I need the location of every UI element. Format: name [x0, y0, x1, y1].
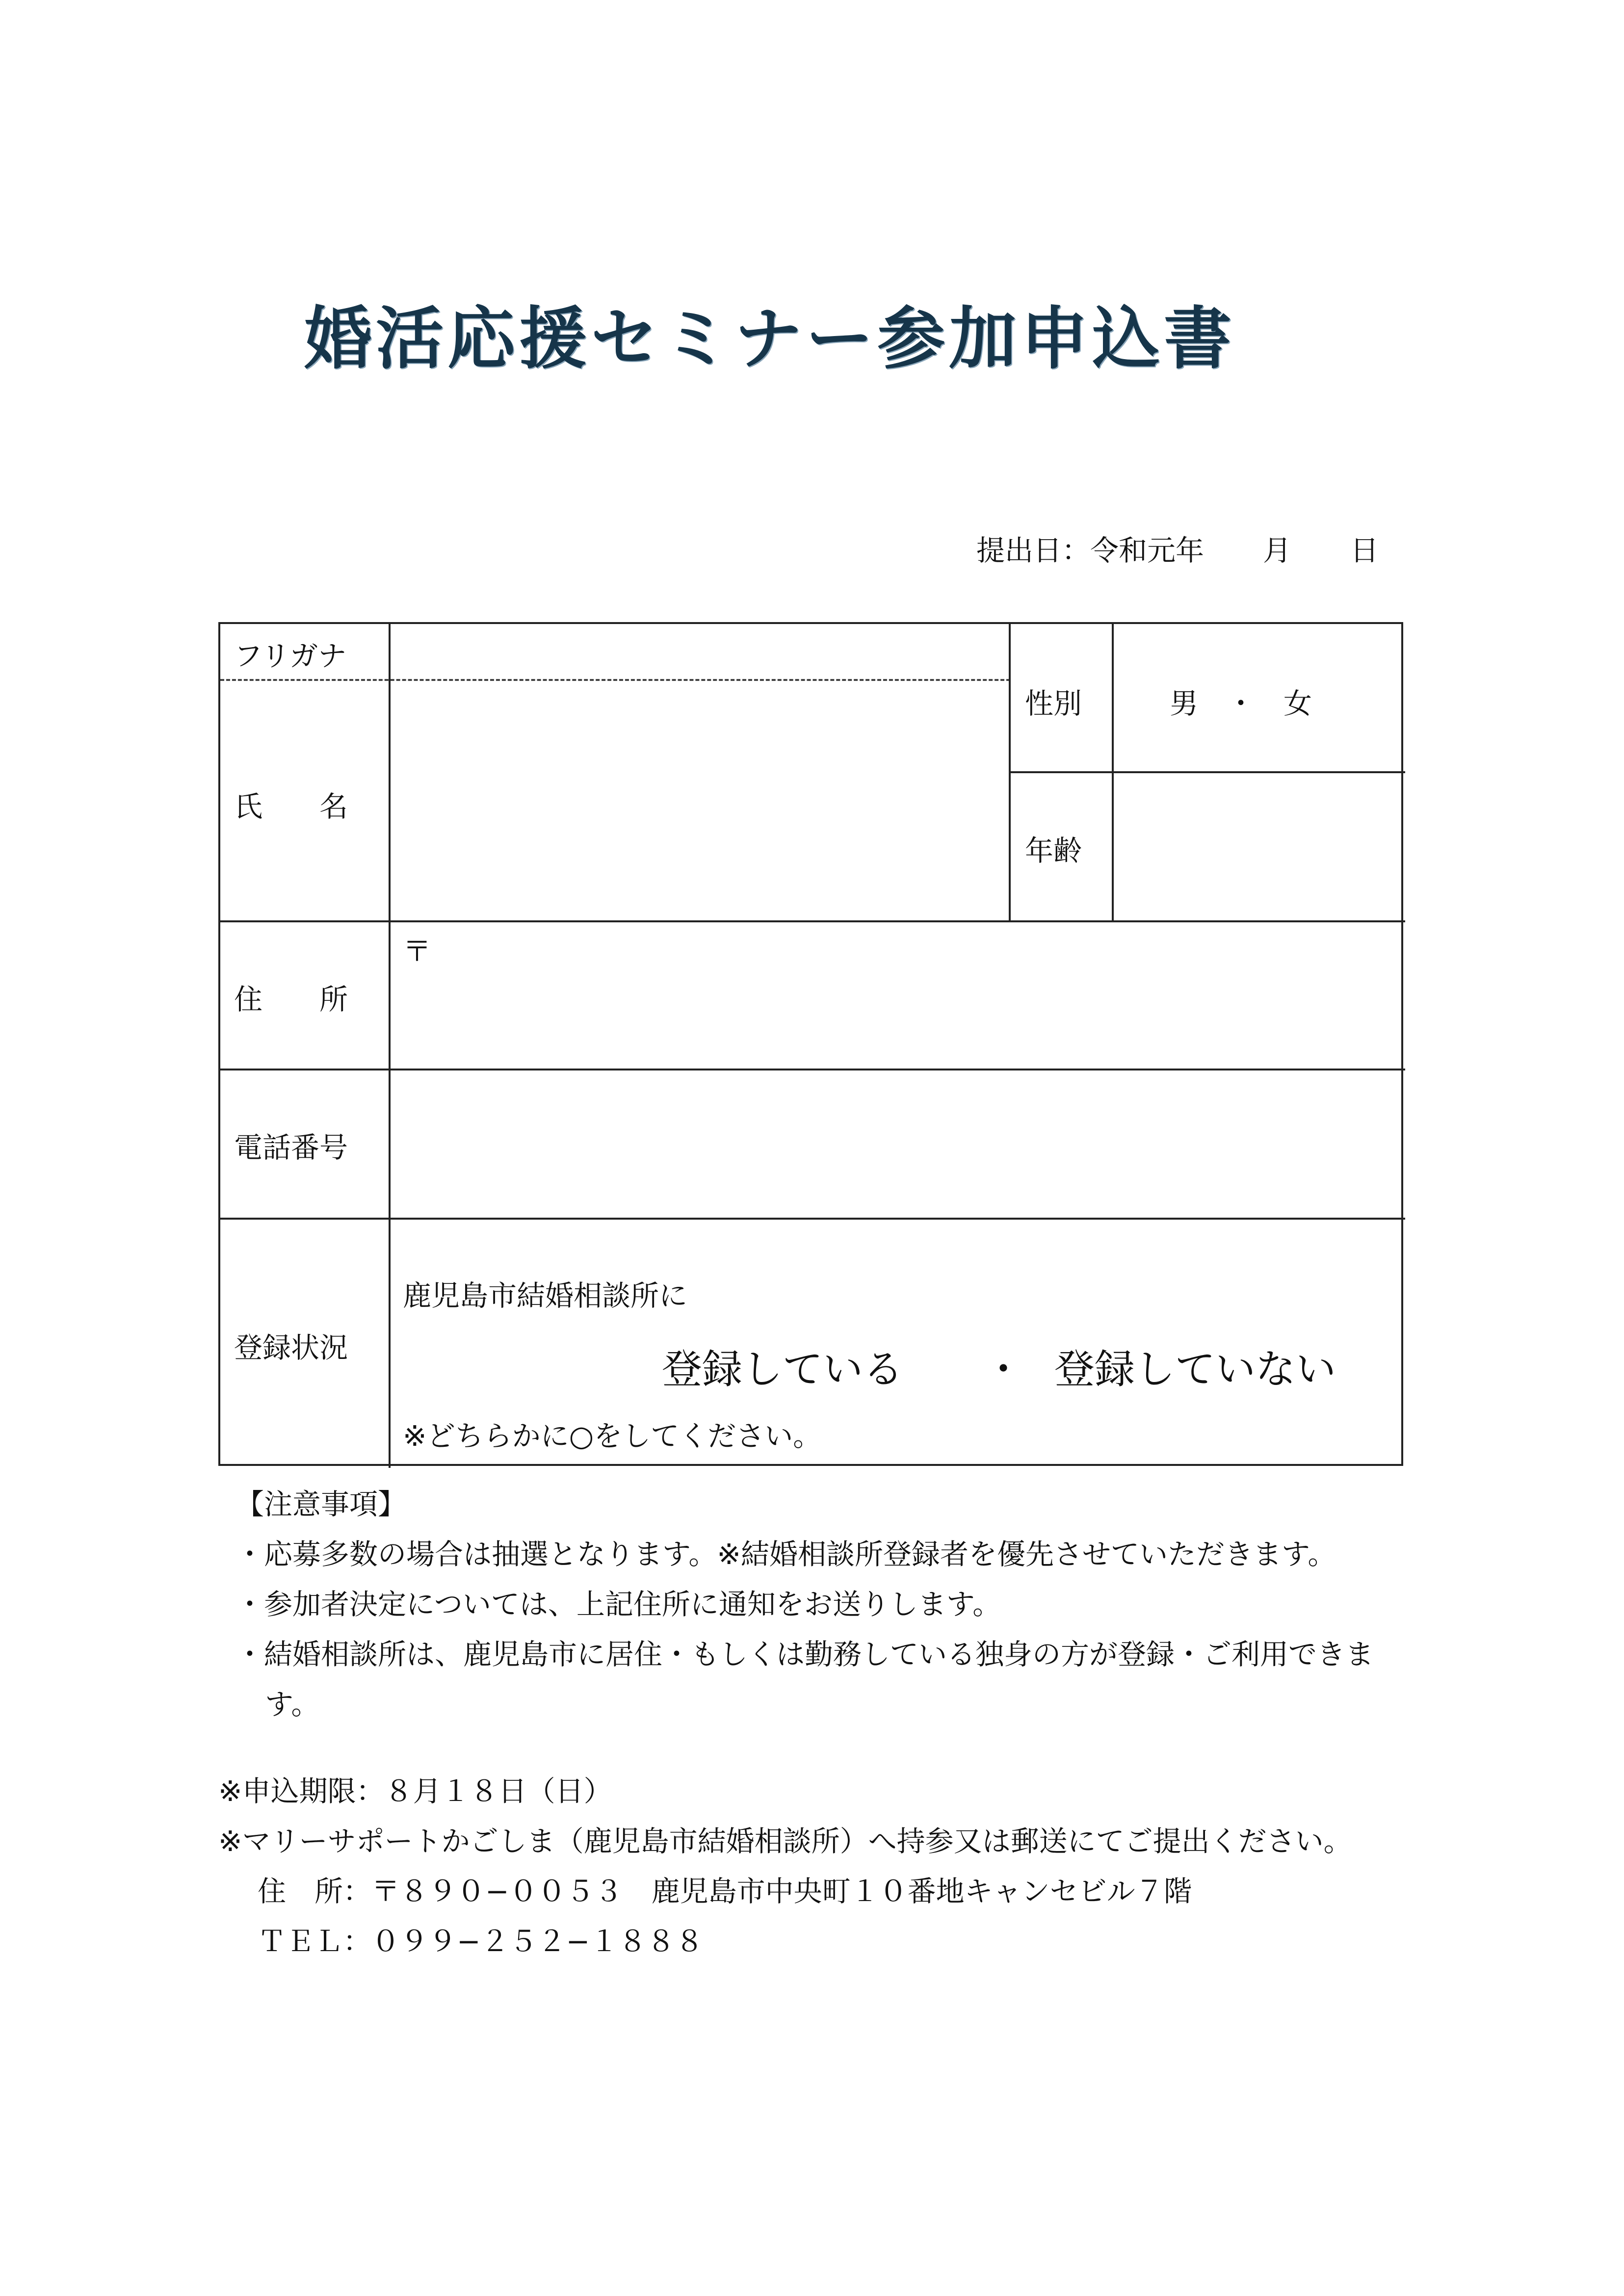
- phone-label: 電話番号: [234, 1131, 348, 1164]
- notes-item: ・応募多数の場合は抽選となります。※結婚相談所登録者を優先させていただきます。: [236, 1538, 1336, 1571]
- notes-item: ・参加者決定については、上記住所に通知をお送りします。: [236, 1588, 1001, 1621]
- notes-section: [236, 1479, 1374, 1729]
- gender-label: 性別: [1025, 687, 1082, 720]
- registration-note: ※どちらかに○をしてください。: [403, 1419, 822, 1453]
- age-label: 年齢: [1025, 834, 1082, 867]
- registration-option-no[interactable]: 登録していない: [1054, 1346, 1336, 1393]
- name-field[interactable]: [391, 681, 1008, 919]
- notes-item: す。: [265, 1688, 320, 1721]
- registration-prefix: 鹿児島市結婚相談所に: [403, 1279, 688, 1312]
- row-divider-name-address: [220, 920, 1405, 922]
- notes-item: ・結婚相談所は、鹿児島市に居住・もしくは勤務している独身の方が登録・ご利用できま: [236, 1638, 1374, 1671]
- furigana-field[interactable]: [391, 624, 1008, 678]
- page-title: 婚活応援セミナー参加申込書: [304, 299, 1236, 378]
- submission-date-month: 月: [1263, 534, 1292, 567]
- postal-mark: 〒: [403, 935, 432, 968]
- submission-date-day: 日: [1350, 534, 1379, 567]
- submission-date: [976, 527, 1379, 569]
- office-address: 住 所：〒８９０−００５３ 鹿児島市中央町１０番地キャンセビル７階: [258, 1875, 1192, 1908]
- address-field[interactable]: [391, 967, 1403, 1068]
- deadline-date: ※申込期限：８月１８日（日）: [218, 1774, 612, 1808]
- submission-date-label: 提出日：令和元年: [976, 534, 1205, 567]
- name-label: 氏 名: [234, 790, 348, 823]
- notes-heading: 【注意事項】: [236, 1487, 407, 1521]
- registration-option-yes[interactable]: 登録している: [662, 1346, 904, 1393]
- registration-option-separator: ・: [983, 1346, 1024, 1393]
- submission-instructions: ※マリーサポートかごしま（鹿児島市結婚相談所）へ持参又は郵送にてご提出ください。: [218, 1825, 1352, 1858]
- office-tel: ＴＥＬ：０９９−２５２−１８８８: [258, 1925, 704, 1958]
- gender-column-divider: [1009, 624, 1011, 920]
- gender-options[interactable]: 男 ・ 女: [1170, 687, 1312, 720]
- age-field[interactable]: [1114, 773, 1403, 919]
- registration-label: 登録状況: [234, 1331, 348, 1364]
- address-label: 住 所: [234, 983, 348, 1016]
- furigana-label: フリガナ: [234, 639, 347, 673]
- deadline-section: [218, 1766, 1352, 1966]
- phone-field[interactable]: [391, 1070, 1403, 1217]
- application-form-table: [218, 622, 1403, 1466]
- row-divider-phone-registration: [220, 1218, 1405, 1220]
